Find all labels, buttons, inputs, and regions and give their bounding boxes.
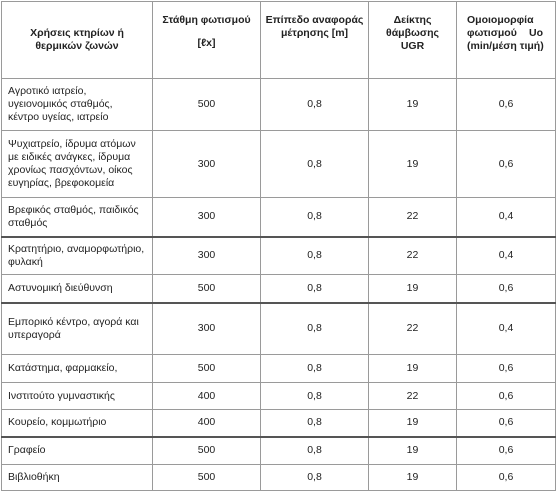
table-row (2, 275, 556, 303)
header-building-use: Χρήσεις κτηρίων ή θερμικών ζωνών (2, 2, 153, 79)
row-building-use: Ψυχιατρείο, ίδρυμα ατόμων με ειδικές ανάγκες, ίδρυμα χρονίως πασχόντων, οίκος ευγηρίας, βρεφοκομεία (2, 131, 153, 198)
row-building-use: Ινστιτούτο γυμναστικής (2, 383, 153, 410)
row-reference-height: 0,8 (261, 465, 369, 491)
row-building-use: Βιβλιοθήκη (2, 465, 153, 491)
row-illuminance: 300 (153, 131, 261, 198)
row-glare-index: 19 (369, 79, 457, 131)
row-illuminance: 500 (153, 437, 261, 465)
table-row (2, 79, 556, 131)
row-glare-index: 19 (369, 410, 457, 437)
table-row (2, 131, 556, 198)
header-glare-index: Δείκτης θάμβωσης UGR (369, 2, 457, 79)
header-uniformity-line3: (min/μέση τιμή) (467, 40, 544, 52)
row-reference-height: 0,8 (261, 275, 369, 303)
row-building-use: Κουρείο, κομμωτήριο (2, 410, 153, 437)
row-glare-index: 19 (369, 355, 457, 383)
row-reference-height: 0,8 (261, 131, 369, 198)
row-glare-index: 19 (369, 275, 457, 303)
row-reference-height: 0,8 (261, 303, 369, 355)
row-uniformity: 0,4 (457, 303, 556, 355)
row-reference-height: 0,8 (261, 437, 369, 465)
row-glare-index: 22 (369, 303, 457, 355)
header-uniformity-line1: Ομοιομορφία (467, 14, 534, 26)
header-illuminance (153, 2, 261, 79)
row-uniformity: 0,6 (457, 383, 556, 410)
table-row (2, 437, 556, 465)
row-illuminance: 300 (153, 303, 261, 355)
row-uniformity: 0,6 (457, 131, 556, 198)
table-row (2, 383, 556, 410)
row-building-use: Βρεφικός σταθμός, παιδικός σταθμός (2, 198, 153, 237)
row-reference-height: 0,8 (261, 237, 369, 275)
row-uniformity: 0,6 (457, 437, 556, 465)
table-row (2, 303, 556, 355)
row-uniformity: 0,6 (457, 275, 556, 303)
row-uniformity: 0,6 (457, 465, 556, 491)
row-building-use: Γραφείο (2, 437, 153, 465)
row-glare-index: 19 (369, 465, 457, 491)
row-building-use: Αστυνομική διεύθυνση (2, 275, 153, 303)
row-building-use: Κατάστημα, φαρμακείο, (2, 355, 153, 383)
table-row (2, 410, 556, 437)
row-glare-index: 22 (369, 383, 457, 410)
row-glare-index: 22 (369, 237, 457, 275)
header-uniformity-line2a: φωτισμού (467, 27, 517, 39)
header-illuminance-title: Στάθμη φωτισμού (162, 14, 251, 26)
header-reference-height: Επίπεδο αναφοράς μέτρησης [m] (261, 2, 369, 79)
row-illuminance: 500 (153, 79, 261, 131)
header-illuminance-unit: [ℓx] (197, 37, 216, 49)
row-uniformity: 0,4 (457, 237, 556, 275)
row-uniformity: 0,4 (457, 198, 556, 237)
header-uniformity (457, 2, 556, 79)
row-glare-index: 19 (369, 437, 457, 465)
row-building-use: Κρατητήριο, αναμορφωτήριο, φυλακή (2, 237, 153, 275)
table-row (2, 355, 556, 383)
row-building-use: Εμπορικό κέντρο, αγορά και υπεραγορά (2, 303, 153, 355)
row-uniformity: 0,6 (457, 355, 556, 383)
table-row (2, 237, 556, 275)
row-illuminance: 300 (153, 237, 261, 275)
lighting-requirements-table (1, 1, 556, 491)
row-illuminance: 500 (153, 275, 261, 303)
row-reference-height: 0,8 (261, 355, 369, 383)
table-row (2, 198, 556, 237)
header-uniformity-line2 (467, 27, 551, 40)
row-reference-height: 0,8 (261, 410, 369, 437)
row-illuminance: 300 (153, 198, 261, 237)
row-reference-height: 0,8 (261, 79, 369, 131)
row-illuminance: 400 (153, 410, 261, 437)
row-glare-index: 19 (369, 131, 457, 198)
row-building-use: Αγροτικό ιατρείο, υγειονομικός σταθμός, κέντρο υγείας, ιατρείο (2, 79, 153, 131)
row-uniformity: 0,6 (457, 79, 556, 131)
row-reference-height: 0,8 (261, 198, 369, 237)
header-uniformity-line2b: Uo (529, 27, 543, 39)
table-header-row (2, 2, 556, 79)
row-glare-index: 22 (369, 198, 457, 237)
row-illuminance: 500 (153, 355, 261, 383)
row-illuminance: 500 (153, 465, 261, 491)
row-reference-height: 0,8 (261, 383, 369, 410)
row-uniformity: 0,6 (457, 410, 556, 437)
table-row (2, 465, 556, 491)
row-illuminance: 400 (153, 383, 261, 410)
